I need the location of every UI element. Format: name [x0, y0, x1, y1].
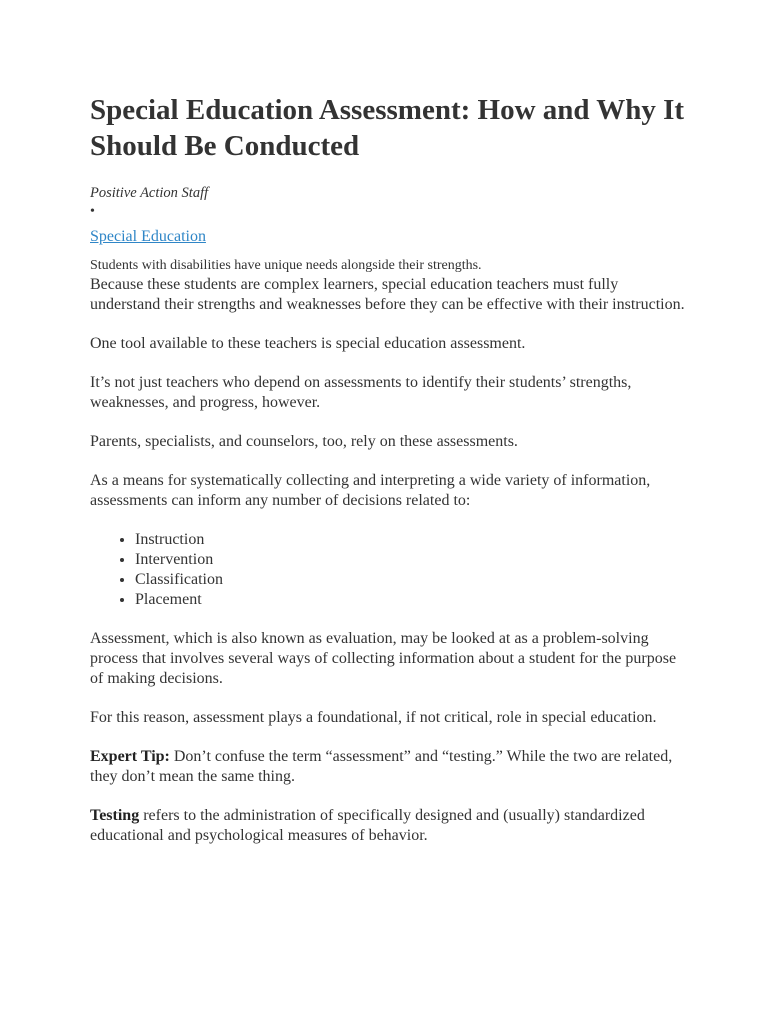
category-link[interactable]: Special Education — [90, 228, 206, 245]
byline-separator: • — [90, 204, 95, 219]
paragraph-2: One tool available to these teachers is special education assessment. — [90, 335, 526, 352]
list-item: • Placement — [135, 590, 690, 610]
decisions-list — [90, 530, 690, 610]
paragraph-6: Assessment, which is also known as evaluation, may be looked at as a problem-solving process that involves several ways of collecting information about a student for the purpose of making decisions. — [90, 630, 677, 687]
expert-tip-label: Expert Tip: — [90, 748, 170, 765]
testing-text: refers to the administration of specifically designed and (usually) standardized educational and psychological measures of behavior. — [90, 807, 645, 844]
testing-label: Testing — [90, 807, 140, 824]
article — [90, 92, 690, 846]
author-byline: Positive Action Staff — [90, 185, 209, 201]
testing-paragraph — [90, 806, 690, 846]
list-item: • Intervention — [135, 550, 690, 570]
page-title: Special Education Assessment: How and Why It Should Be Conducted — [90, 94, 685, 162]
article-summary: Students with disabilities have unique needs alongside their strengths. — [90, 258, 482, 273]
expert-tip-text: Don’t confuse the term “assessment” and “testing.” While the two are related, they don’t mean the same thing. — [90, 748, 673, 785]
paragraph-4: Parents, specialists, and counselors, too, rely on these assessments. — [90, 433, 518, 450]
paragraph-3: It’s not just teachers who depend on assessments to identify their students’ strengths, weaknesses, and progress, however. — [90, 374, 632, 411]
paragraph-5: As a means for systematically collecting and interpreting a wide variety of information, assessments can inform any number of decisions related to: — [90, 472, 651, 509]
list-item: • Classification — [135, 570, 690, 590]
paragraph-1: Because these students are complex learners, special education teachers must fully understand their strengths and weaknesses before they can be effective with their instruction. — [90, 276, 685, 313]
expert-tip-paragraph — [90, 747, 690, 787]
paragraph-7: For this reason, assessment plays a foundational, if not critical, role in special education. — [90, 709, 657, 726]
list-item: • Instruction — [135, 530, 690, 550]
